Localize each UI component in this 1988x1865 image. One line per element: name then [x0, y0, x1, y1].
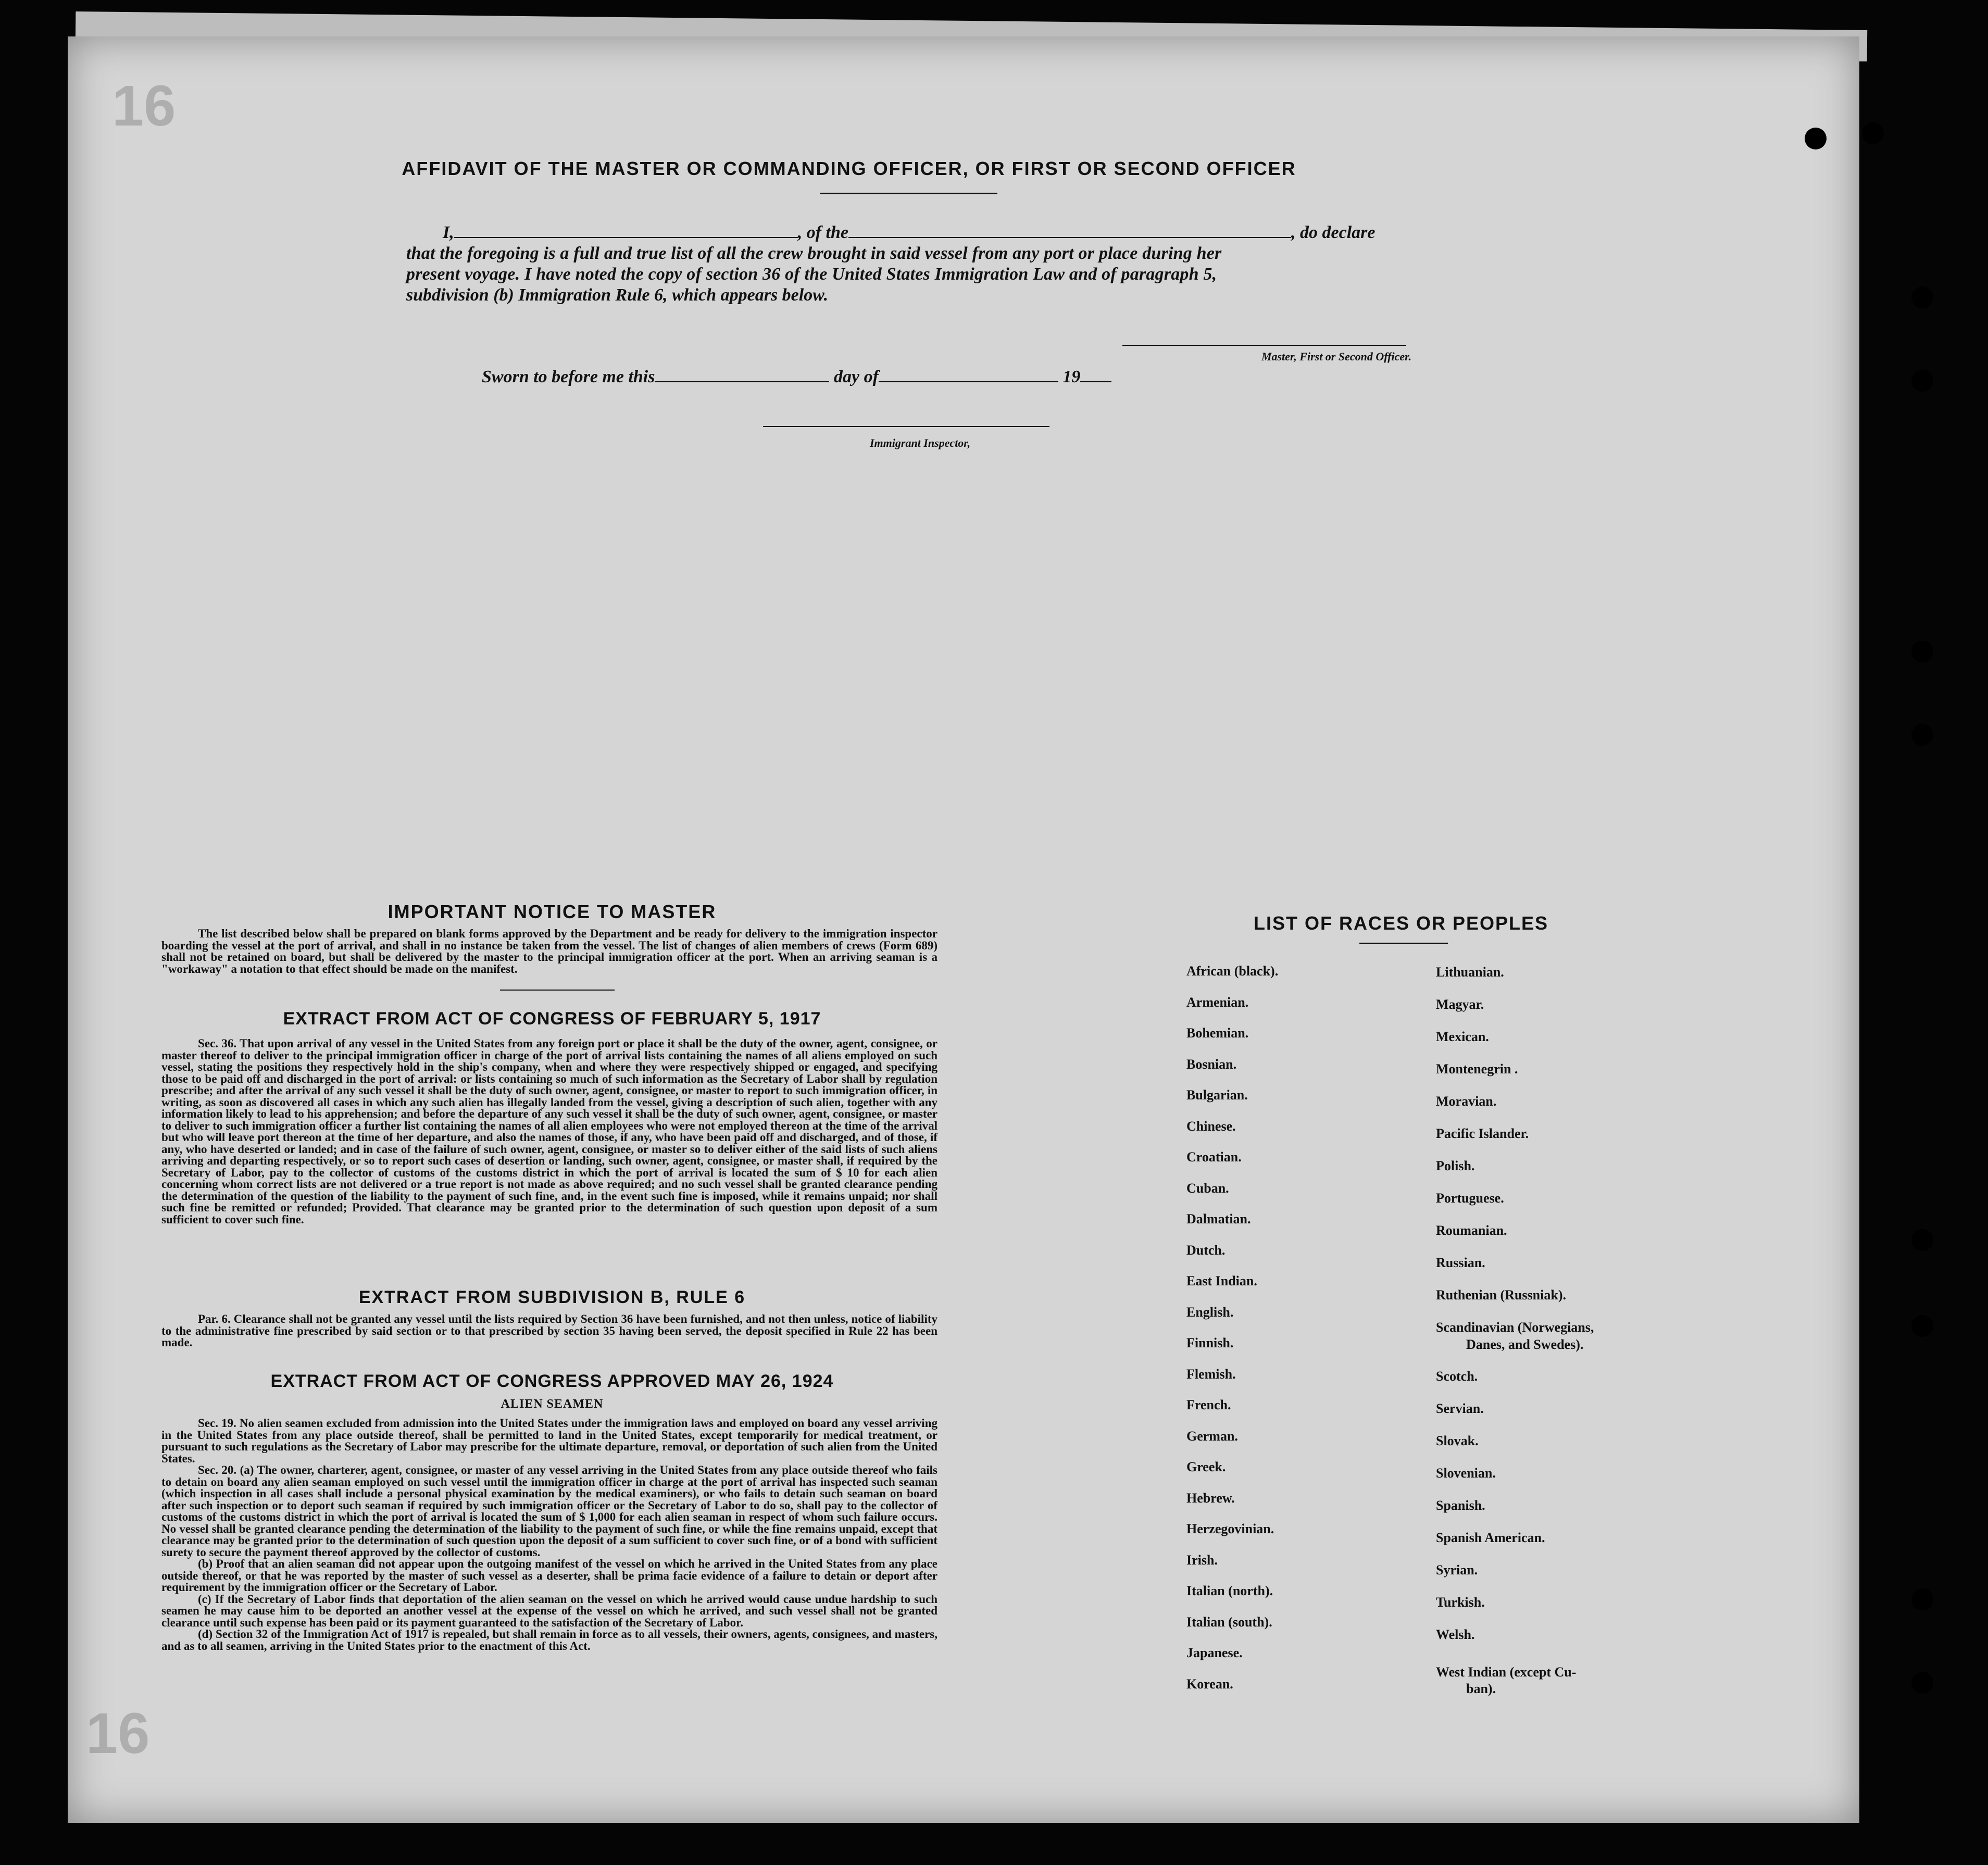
sec-20b-paragraph: (b) Proof that an alien seaman did not appear upon the outgoing manifest of the vessel on which he arrived in the United States from any place outside thereof, or that he was reported by the master of such vessel as a deserter, shall be prima facie evidence of a failure to detain or deport after requirement by the immigration officer or the Secretary of Labor. — [161, 1557, 937, 1594]
i-label: I, — [443, 223, 454, 242]
extract-1917-title: EXTRACT FROM ACT OF CONGRESS OF FEBRUARY 5, 1917 — [283, 1009, 821, 1029]
race-item: Dutch. — [1186, 1243, 1226, 1258]
inspector-label: Immigrant Inspector, — [870, 436, 971, 449]
race-item: Polish. — [1436, 1158, 1475, 1173]
race-item: Flemish. — [1186, 1367, 1236, 1382]
extract-1924-text — [161, 1418, 937, 1652]
race-item: Greek. — [1186, 1459, 1226, 1474]
affidavit-title: AFFIDAVIT OF THE MASTER OR COMMANDING OFFICER, OR FIRST OR SECOND OFFICER — [402, 158, 1296, 179]
race-item: Japanese. — [1186, 1645, 1243, 1660]
extract-1917-text — [161, 1038, 937, 1225]
punch-hole — [1805, 128, 1827, 149]
race-item: Korean. — [1186, 1676, 1233, 1692]
race-item: Magyar. — [1436, 997, 1484, 1012]
punch-hole — [1911, 1588, 1933, 1610]
race-item: Dalmatian. — [1186, 1211, 1251, 1226]
race-item: Slovak. — [1436, 1433, 1479, 1448]
page-number-top: 16 — [112, 74, 176, 138]
race-item: East Indian. — [1186, 1273, 1257, 1288]
race-item: Lithuanian. — [1436, 965, 1504, 980]
affidavit-line-3: present voyage. I have noted the copy of section 36 of the United States Immigration Law and of paragraph 5, — [406, 265, 1217, 284]
sworn-month-field[interactable] — [879, 381, 1058, 382]
race-item: Slovenian. — [1436, 1466, 1496, 1481]
races-title: LIST OF RACES OR PEOPLES — [1253, 912, 1549, 934]
punch-hole — [1862, 122, 1884, 144]
master-signature-line[interactable] — [1122, 345, 1406, 346]
sworn-day-field[interactable] — [655, 381, 829, 382]
race-item: Italian (north). — [1186, 1583, 1273, 1598]
race-item: Ruthenian (Russniak). — [1436, 1287, 1566, 1303]
notice-paragraph: The list described below shall be prepared on blank forms approved by the Department and be ready for delivery to the immigration inspector boarding the vessel at the port of arrival, and shall in no instance be taken from the vessel. The list of changes of alien members of crews (Form 689) shall not be retained on board, but shall be delivered by the master to the principal immigration officer at the port. When an arriving seaman is a "workaway" a notation to that effect should be made on the manifest. — [161, 927, 937, 975]
extract-1924-title: EXTRACT FROM ACT OF CONGRESS APPROVED MAY 26, 1924 — [270, 1371, 834, 1391]
race-item: Chinese. — [1186, 1119, 1236, 1134]
extract-rule6-text — [161, 1313, 937, 1349]
race-item: Spanish. — [1436, 1498, 1485, 1513]
race-item: Scotch. — [1436, 1369, 1478, 1384]
extract-1917-paragraph: Sec. 36. That upon arrival of any vessel in the United States from any foreign port or place it shall be the duty of the owner, agent, consignee, or master thereof to deliver to the principal immigration officer in charge of the port of arrival lists containing the names of all aliens employed on such vessel, stating the positions they respectively hold in the ship's company, when and where they were respectively shipped or engaged, and specifying those to be paid off and discharged in the port of arrival: or lists containing so much of such information as the Secretary of Labor shall by regulation prescribe; and after the arrival of any such vessel it shall be the duty of such owner, agent, consignee, or master to report to such immigration officer, in writing, as soon as discovered all cases in which any such alien has illegally landed from the vessel, giving a description of such alien, together with any information likely to lead to his apprehension; and before the departure of any such vessel it shall be the duty of such owner, agent, consignee, or master to deliver to such immigration officer a further list containing the names of all alien employees who were not employed thereon at the time of the arrival but who will leave port thereon at the time of her departure, and also the names of those, if any, who have been paid off and discharged, and of those, if any, who have deserted or landed; and in case of the failure of such owner, agent, consignee, or master so to deliver either of the said lists of such aliens arriving and departing respectively, or so to report such cases of desertion or landing, such owner, agent, consignee, or master shall, if required by the Secretary of Labor, pay to the collector of customs of the customs district in which the port of arrival is located the sum of $ 10 for each alien concerning whom correct lists are not delivered or a true report is not made as above required; and no such vessel shall be granted clearance pending the determination of the question of the liability to the payment of such fine, and, in the event such fine is imposed, while it remains unpaid; nor shall such fine be remitted or refunded; Provided. That clearance may be granted prior to the determination of such question upon deposit of a sum sufficient to cover such fine. — [161, 1037, 937, 1226]
name-field[interactable] — [454, 237, 798, 238]
notice-title: IMPORTANT NOTICE TO MASTER — [387, 901, 717, 922]
race-item: Russian. — [1436, 1255, 1485, 1270]
affidavit-title-rule — [820, 193, 997, 194]
race-item: Croatian. — [1186, 1149, 1242, 1165]
year-prefix: 19 — [1062, 367, 1081, 386]
sworn-label: Sworn to before me this — [482, 367, 655, 386]
notice-rule — [500, 990, 615, 991]
do-declare-label: , do declare — [1291, 223, 1376, 242]
affidavit-line-4: subdivision (b) Immigration Rule 6, which appears below. — [406, 285, 829, 305]
punch-hole — [1911, 286, 1933, 308]
punch-hole — [1911, 370, 1933, 392]
race-item: English. — [1186, 1305, 1234, 1320]
race-item: Armenian. — [1186, 995, 1249, 1010]
race-item: Mexican. — [1436, 1029, 1489, 1044]
race-item: Turkish. — [1436, 1595, 1485, 1610]
race-item: ban). — [1466, 1681, 1496, 1696]
punch-hole — [1911, 1315, 1933, 1337]
day-of-label: day of — [833, 367, 879, 386]
punch-hole — [1911, 724, 1933, 746]
punch-hole — [1911, 1229, 1933, 1251]
sec-20a-paragraph: Sec. 20. (a) The owner, charterer, agent, consignee, or master of any vessel arriving in the United States from any place outside thereof who fails to detain on board any alien seaman employed on such vessel until the immigration officer in charge at the port of arrival has inspected such seaman (which inspection in all cases shall include a personal physical examination by the medical examiners), or who fails to detain such seaman on board after such inspection or to deport such seaman if required by such immigration officer or the Secretary of Labor to do so, shall pay to the collector of customs of the customs district in which the port of arrival is located the sum of $ 1,000 for each alien seaman in respect of whom such failure occurs. No vessel shall be granted clearance pending the determination of the liability to the payment of such fine, or while the fine remains unpaid, except that clearance may be granted prior to the determination of such question upon the deposit of a sum sufficient to cover such fine, or of a bond with sufficient surety to secure the payment thereof approved by the collector of customs. — [161, 1463, 937, 1559]
race-item: Danes, and Swedes). — [1466, 1337, 1584, 1352]
page-number-bottom: 16 — [86, 1701, 150, 1766]
master-signature-label: Master, First or Second Officer. — [1261, 350, 1411, 363]
notice-text — [161, 928, 937, 975]
race-item: Scandinavian (Norwegians, — [1436, 1320, 1594, 1335]
alien-seamen-subtitle: ALIEN SEAMEN — [501, 1397, 604, 1411]
race-item: West Indian (except Cu- — [1436, 1664, 1577, 1680]
race-item: Spanish American. — [1436, 1530, 1545, 1545]
sworn-year-field[interactable] — [1080, 381, 1111, 382]
race-item: Herzegovinian. — [1186, 1521, 1274, 1536]
race-item: Hebrew. — [1186, 1491, 1235, 1506]
race-item: Pacific Islander. — [1436, 1126, 1529, 1141]
extract-rule6-title: EXTRACT FROM SUBDIVISION B, RULE 6 — [358, 1287, 746, 1307]
race-item: French. — [1186, 1397, 1231, 1412]
affidavit-line-2: that the foregoing is a full and true list of all the crew brought in said vessel from any port or place during her — [406, 244, 1222, 263]
extract-rule6-paragraph: Par. 6. Clearance shall not be granted any vessel until the lists required by Section 36 have been furnished, and not then unless, notice of liability to the administrative fine prescribed by said section or to that prescribed by section 35 having been served, the deposit specified in Rule 22 has been made. — [161, 1312, 937, 1349]
sec-20d-paragraph: (d) Section 32 of the Immigration Act of 1917 is repealed, but shall remain in force as to all vessels, their owners, agents, consignees, and masters, and as to all seamen, arriving in the United States prior to the enactment of this Act. — [161, 1628, 937, 1653]
races-title-rule — [1359, 943, 1448, 944]
sec-19-paragraph: Sec. 19. No alien seamen excluded from admission into the United States under the immigration laws and employed on board any vessel arriving in the United States from any place outside thereof, shall be permitted to land in the United States, except temporarily for medical treatment, or pursuant to such regulations as the Secretary of Labor may prescribe for the ultimate departure, removal, or deportation of such alien from the United States. — [161, 1417, 937, 1465]
race-item: Bohemian. — [1186, 1025, 1249, 1041]
punch-hole — [1911, 641, 1933, 662]
race-item: Cuban. — [1186, 1181, 1229, 1196]
vessel-field[interactable] — [848, 237, 1291, 238]
race-item: Italian (south). — [1186, 1614, 1272, 1630]
punch-hole — [1911, 1672, 1933, 1694]
affidavit-line-1 — [406, 223, 1411, 243]
race-item: Finnish. — [1186, 1335, 1234, 1350]
race-item: Servian. — [1436, 1401, 1484, 1416]
race-item: Montenegrin . — [1436, 1061, 1518, 1077]
race-item: Portuguese. — [1436, 1191, 1504, 1206]
race-item: Bulgarian. — [1186, 1087, 1248, 1103]
race-item: Roumanian. — [1436, 1223, 1507, 1238]
sworn-line — [482, 367, 1211, 387]
race-item: African (black). — [1186, 963, 1279, 979]
race-item: Bosnian. — [1186, 1057, 1237, 1072]
inspector-signature-line[interactable] — [763, 426, 1049, 427]
race-item: Welsh. — [1436, 1627, 1475, 1642]
of-the-label: , of the — [797, 223, 849, 242]
race-item: Irish. — [1186, 1553, 1218, 1568]
race-item: Syrian. — [1436, 1562, 1478, 1578]
race-item: Moravian. — [1436, 1094, 1497, 1109]
sec-20c-paragraph: (c) If the Secretary of Labor finds that deportation of the alien seaman on the vessel on which he arrived would cause undue hardship to such seamen he may cause him to be deported an another vessel at the expense of the vessel on which he arrived, and such vessel shall not be granted clearance until such expense has been paid or its payment guaranteed to the satisfaction of the Secretary of Labor. — [161, 1592, 937, 1629]
race-item: German. — [1186, 1429, 1238, 1444]
